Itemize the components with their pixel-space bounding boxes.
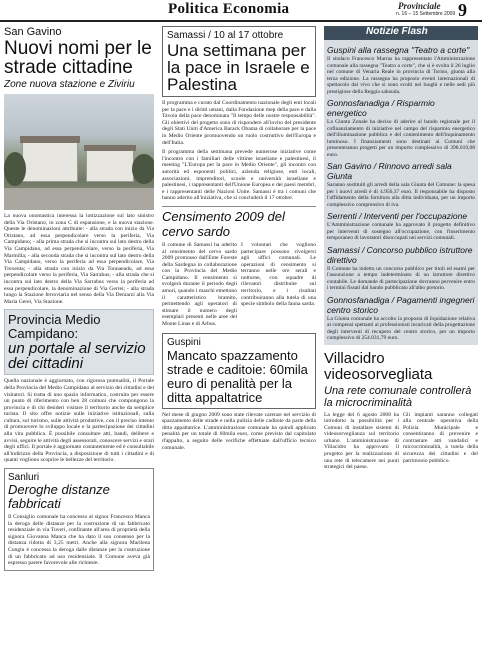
note-title: Serrenti / Interventi per l'occupazione <box>327 211 468 221</box>
note-title: Gonnosfanadiga / Risparmio energetico <box>327 98 435 118</box>
masthead <box>0 0 482 22</box>
section-title: Politica Economia <box>168 1 290 17</box>
article-headline: Censimento 2009 del cervo sardo <box>162 206 316 239</box>
article-body: Gli impianti saranno collegati alla centrale operativa della Polizia Municipale e consentiranno di prevenire e contrastare atti vandalici e microcriminalità, a tutela della sicurezza dei cittadini e del patrimonio pubblico. <box>403 411 478 464</box>
column-center <box>162 26 316 451</box>
article-headline: Mancato spazzamento strade e caditoie: 60mila euro di penalità per la ditta appaltatrice <box>167 347 308 405</box>
list-item <box>327 211 475 242</box>
article-headline: Una settimana per la pace in Israele e Palestina <box>167 41 310 94</box>
article-guspini-strade <box>162 333 316 409</box>
column-right <box>324 26 478 471</box>
note-text: L'Amministrazione comunale ha approvato il progetto definitivo per interventi di sostegno all'occupazione, con l'inserimento temporaneo di lavoratori disoccupati nei servizi comunali. <box>327 222 475 241</box>
list-item <box>327 98 475 158</box>
article-sanluri <box>4 468 154 571</box>
article-body: Il programma e curato dal Coordinamento nazionale degli enti locali per la pace e i diritti umani, dalla Fondazione mep della pace e dalla Tavola della pace denominata "Il tempo delle nostre responsabilità". Gli obiettivi del progetto sono di rispondere all'invito del presidente degli Stati Uniti d'America Barack Obama di collaborare per la pace in Medio Oriente promuovendo un ruolo costruttivo dell'Europa e dell'Italia. <box>162 100 316 146</box>
list-item <box>327 45 475 95</box>
list-item <box>327 245 475 292</box>
note-text: Saranno sostituiti gli arredi della sala Giunta del Comune: la spesa per i nuovi arredi è di 4.956,37 euro. Il responsabile ha disposto l'affidamento della fornitura alla ditta individuata, per un importo complessivo comprensivo di iva. <box>327 182 475 208</box>
article-kicker: San Gavino <box>4 26 62 38</box>
notizie-flash-list <box>324 40 478 345</box>
note-title: Gonnosfanadiga / Pagamenti ingegneri centro storico <box>327 294 475 315</box>
article-headline: Nuovi nomi per le strade cittadine <box>4 38 152 78</box>
article-kicker: Guspini <box>167 336 201 348</box>
article-body: La nuova onomastica interessa la lottizzazione sul lato sinistro della Via Oristano, in zona C di espansione, e la nuova stazione. Queste le denominazioni attribuite: - alla strada con inizio da Via Oristano, ad essa perpendicolare verso la periferia, Via Campidano; - alla prima strada che si incontra sul lato destro della Via Campidano, ad essa perpendicolare, verso la periferia, Via Marmilla; - alla seconda strada che si incontra sul lato destro della Via Campidano, verso la periferia ad essa perpendicolare, Via Trexenta; - alla strada con inizio da Via Tonnaeadu, ad essa perpendicolare verso la periferia, Via Sarrabus; - alla strada che si incontra sul lato destro della Via Sarrabus verso la periferia ad essa perpendicolare, la denominazione di Via Gerrei; - alla strada lungo la Stazione ferroviaria nel senso della Via Deniarzi alla Via Maria Gerei, Via Stazione. <box>4 213 154 305</box>
article-body: Il programma della settimana prevede numerose iniziative come l'incontro con i familiari delle vittime israeliane e palestinesi, il meeting "L'Europa per la pace in Medio Oriente", gli incontri con autorità ed esponenti politici, azienda religiose, enti locali, associazioni, imprenditori, scuole e università israeliane e palestinesi, i rappresentanti dell'Unione Europea e dei paesi membri, e i rappresentanti delle Nazioni Unite. Samassi è tra i comuni che hanno aderito all'iniziativa, che si concluderà il 17 ottobre. <box>162 149 316 202</box>
article-kicker: Provincia Medio Campidano: <box>8 312 101 342</box>
article-body: Il Consiglio comunale ha concesso al signor Francesco Manca la deroga delle distanze per la costruzione di un fabbricato residenziale in via Tuveri, confinante all'area di proprietà della signora Giovanna Manca che ha dato il suo consenso per la distanza ridotta di 3,25 metri. Anche alla signora Marilena Congiu è concessa la deroga dalle distanze per la costruzione di un fabbricato ad uso residenziale. Il Comune aveva già espresso parere favorevole alle richieste. <box>8 514 150 567</box>
article-subhead: Una rete comunale controllerà la microcriminalità <box>324 384 472 409</box>
note-title: Guspini alla rassegna "Teatro a corte" <box>327 45 470 55</box>
article-headline: Deroghe distanze fabbricati <box>8 482 110 512</box>
article-samassi-pace <box>162 26 316 97</box>
article-body: La legge del 6 agosto 2008 ha introdotto la possibilità per i Comuni di installare sistemi di videosorveglianza sul territorio urbano. L'amministrazione di Villacidro ha approvato il progetto per la realizzazione di una rete di telecamere nei punti strategici del paese. <box>324 411 399 471</box>
article-san-gavino <box>4 26 154 305</box>
note-text: Il sindaco Francesco Marras ha rappresentato l'Amministrazione comunale alla rassegna "Teatro a corte", che si è svolta il 26 luglio nel comune di Venaria Reale in provincia di Torino, giunta alla terza edizione. La rassegna ha proposto eventi internazionali di spettacolo dal vivo che si sono svolti nei luoghi e nelle sedi più prestigiose della Reggia sabauda. <box>327 56 475 95</box>
article-body: Il comune di Samassi ha aderito al censimento del cervo sardo 2009 promosso dall'Ente Foreste della Sardegna in collaborazione con la Provincia del Medio Campidano. Il censimento si svolgerà durante il periodo degli amori, quando i maschi emettono il caratteristico bramito, permettendo agli operatori di stimare il numero degli esemplari presenti nelle aree del Monte Linas e di Arbus. <box>162 241 237 328</box>
street-photo <box>4 94 154 210</box>
note-text: La Giunta Zonale ha deciso di aderire al bando regionale per il cofinanziamento di iniziative nel campo del risparmio energetico dell'illuminazione pubblica e del contenimento dell'inquinamento luminoso. I finanziamenti sono destinati ai Comuni che presenteranno progetti per un importo complessivo di 398.019,08 euro. <box>327 119 475 158</box>
article-body: Nel mese di giugno 2009 sono state rilevate carenze nel servizio di spazzamento delle strade e nella pulizia delle caditoie da parte della ditta appaltatrice. L'amministrazione comunale ha quindi applicato penalità per un totale di 60mila euro, come previsto dal capitolato d'appalto, a seguito delle verifiche effettuate dall'ufficio tecnico comunale. <box>162 411 316 451</box>
note-title: Samassi / Concorso pubblico istruttore direttivo <box>327 244 473 265</box>
article-censimento <box>162 242 316 328</box>
article-body: Quella nazionale è aggiornato, con rigorosa puntualità, il Portale della Provincia del Medio Campidano al servizio dei cittadini e dei visitatori. Si tratta di uno spazio informatico, costruito per essere un punto di riferimento con ben 28 comuni che compongono la provincia e di chi desideri visitare il territorio anche da semplice turista. Il sito offre notizie sulle iniziative istituzionali, sulla cultura, sul turismo, sulle attività produttive, con il preciso intento di promuovere lo sviluppo locale e la partecipazione dei cittadini alla vita pubblica. È possibile consultare atti, bandi, delibere e avvisi, seguire le attività degli assessorati, conoscere servizi e orari degli uffici. Il portale è aggiornato costantemente ed è consultabile all'indirizzo della Provincia, a disposizione di tutti i cittadini e di quanti vogliono scoprire le bellezze del territorio. <box>4 378 154 464</box>
note-title: San Gavino / Rinnovo arredi sala Giunta <box>327 161 452 181</box>
article-villacidro <box>324 351 478 471</box>
list-item <box>327 295 475 342</box>
article-headline: un portale al servizio dei cittadini <box>8 340 146 373</box>
article-subhead: Zone nuova stazione e Ziviriu <box>4 79 135 90</box>
article-kicker: Sanluri <box>8 472 40 484</box>
page-number: 9 <box>458 0 467 20</box>
notizie-flash-banner <box>324 26 478 40</box>
banner-label: Notizie Flash <box>366 26 428 37</box>
issue-date: n. 16 – 15 Settembre 2009 <box>396 11 456 17</box>
article-portale <box>4 309 154 375</box>
article-kicker: Samassi / 10 al 17 ottobre <box>167 30 284 41</box>
article-headline: Villacidro videosorvegliata <box>324 349 433 383</box>
note-text: Il Comune ha indetto un concorso pubblico per titoli ed esami per l'assunzione a tempo indeterminato di un istruttore direttivo contabile. Le domande di partecipazione dovranno pervenire entro i termini fissati dal bando pubblicato all'albo pretorio. <box>327 265 475 291</box>
article-body: I volontari che vogliono partecipare possono rivolgersi agli uffici comunali. Le operazioni di censimento si terranno nelle ore serali e notturne, con squadre di rilevatori distribuite sul territorio, e i risultati contribuiranno alla tutela di una specie simbolo della fauna sarda. <box>241 241 316 308</box>
brand-logo: Provinciale <box>398 1 441 11</box>
note-text: La Giunta comunale ha accolto la proposta di liquidazione relativa ai compensi spettanti ai professionisti incaricati della progettazione degli interventi di recupero del centro storico, per un importo complessivo di 254.031,79 euro. <box>327 315 475 341</box>
column-left <box>4 26 154 571</box>
list-item <box>327 161 475 208</box>
